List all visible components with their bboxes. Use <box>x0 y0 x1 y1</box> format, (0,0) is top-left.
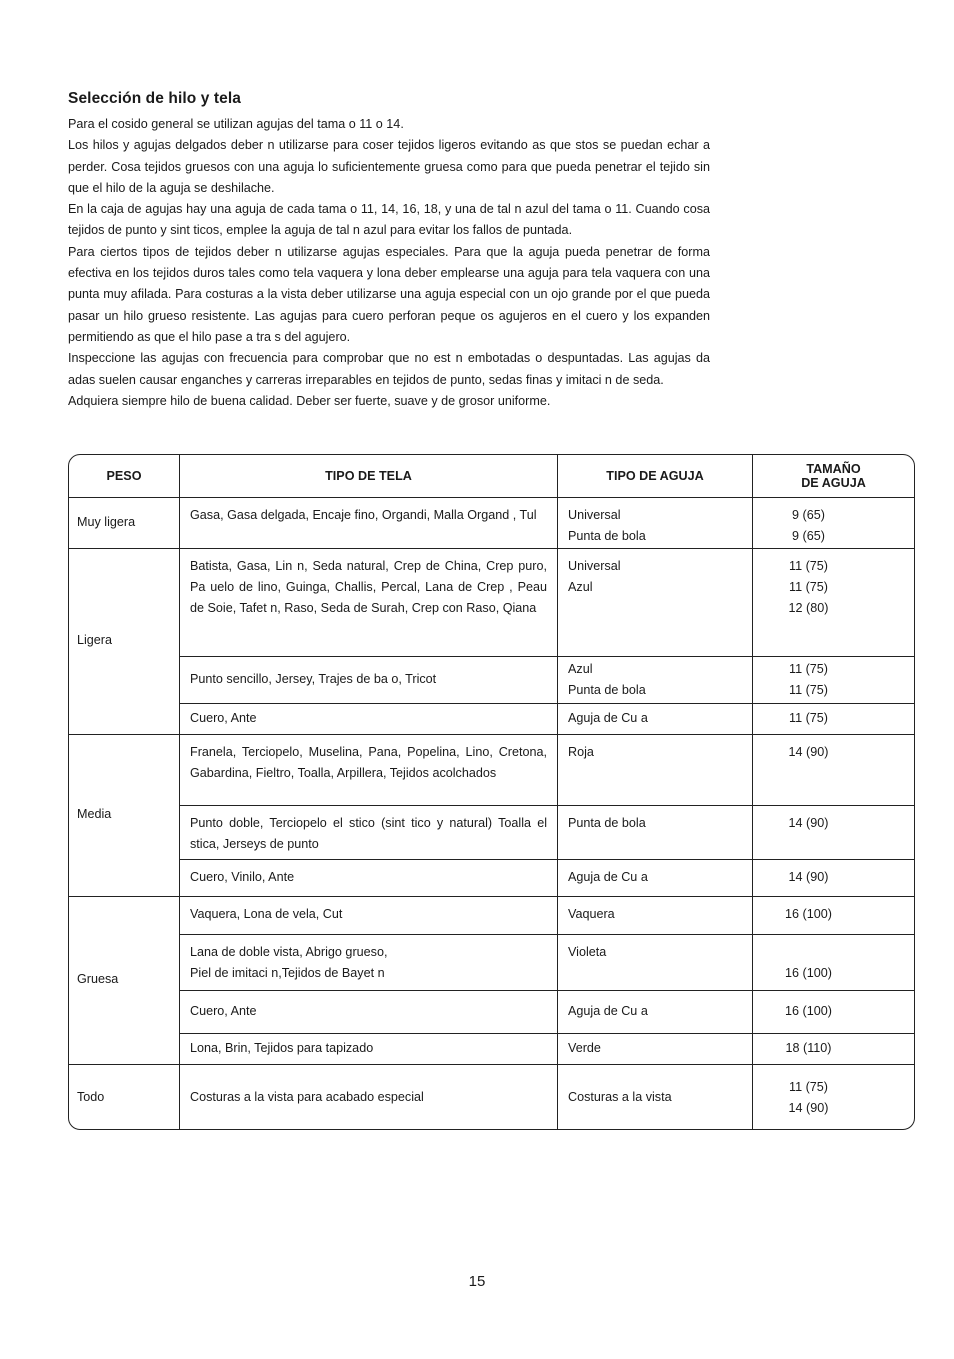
paragraph: Inspeccione las agujas con frecuencia para comprobar que no est n embotadas o despuntadas. Las agujas da adas suelen causar enganches y carreras irreparables en tejidos de punto, sedas finas y imitaci n de seda. <box>68 351 710 387</box>
paragraph: Para ciertos tipos de tejidos deber n utilizarse agujas especiales. Para que la aguja pueda penetrar de forma efectiva en los tejidos duros tales como tela vaquera y lona deber emplearse una aguja para tela vaquera con una punta muy afilada. Para costuras a la vista deber utilizarse una aguja especial con un ojo grande por el que pueda pasar un hilo grueso resistente. Las agujas para cuero perforan peque os agujeros en el cuero y los expanden permitiendo as que el hilo pase a tra s del agujero. <box>68 244 710 344</box>
table-row <box>69 1033 914 1064</box>
weight-cell: Todo <box>69 1064 180 1130</box>
fabric-cell: Cuero, Ante <box>180 990 558 1033</box>
header-tipo-aguja: TIPO DE AGUJA <box>558 455 753 498</box>
table-row <box>69 703 914 734</box>
needle-type: Roja <box>568 744 594 759</box>
size-cell <box>753 934 915 990</box>
needle-size: 14 (90) <box>788 744 829 759</box>
needle-cell <box>558 1064 753 1130</box>
needle-size: 14 (90) <box>788 815 829 830</box>
header-tamano <box>753 455 915 498</box>
table-row <box>69 498 914 549</box>
needle-cell <box>558 498 753 549</box>
weight-cell: Media <box>69 734 180 896</box>
needle-type: Universal <box>568 558 621 573</box>
needle-size: 16 (100) <box>785 1003 832 1018</box>
header-tipo-tela: TIPO DE TELA <box>180 455 558 498</box>
fabric-cell: Cuero, Vinilo, Ante <box>180 859 558 896</box>
size-cell <box>753 703 915 734</box>
needle-size: 12 (80) <box>788 601 829 616</box>
header-tamano-line1: TAMAÑO <box>806 462 861 476</box>
paragraph: En la caja de agujas hay una aguja de cada tama o 11, 14, 16, 18, y una de tal n azul del tama o 11. Cuando cosa tejidos de punto y sint ticos, emplee la aguja de tal n azul para evitar los fallos de puntada. <box>68 202 710 238</box>
table-row <box>69 805 914 859</box>
table-header-row <box>69 455 914 498</box>
needle-cell <box>558 990 753 1033</box>
needle-type: Azul <box>568 579 593 594</box>
fabric-line: Piel de imitaci n,Tejidos de Bayet n <box>190 965 385 980</box>
fabric-cell: Vaquera, Lona de vela, Cut <box>180 896 558 934</box>
needle-cell <box>558 859 753 896</box>
needle-size: 11 (75) <box>789 710 828 725</box>
section-title: Selección de hilo y tela <box>68 90 241 107</box>
size-cell <box>753 734 915 805</box>
weight-cell: Ligera <box>69 548 180 734</box>
needle-size: 16 (100) <box>785 965 832 980</box>
size-cell <box>753 498 915 549</box>
needle-size: 16 (100) <box>785 907 832 922</box>
fabric-cell: Punto sencillo, Jersey, Trajes de ba o, Tricot <box>180 656 558 703</box>
size-cell <box>753 656 915 703</box>
needle-size: 11 (75) <box>789 1079 828 1094</box>
table-row <box>69 734 914 805</box>
thread-fabric-table <box>68 454 915 1130</box>
fabric-cell: Gasa, Gasa delgada, Encaje fino, Organdi, Malla Organd , Tul <box>180 498 558 549</box>
needle-cell <box>558 934 753 990</box>
needle-type: Azul <box>568 661 593 676</box>
fabric-cell: Cuero, Ante <box>180 703 558 734</box>
paragraph: Para el cosido general se utilizan agujas del tama o 11 o 14. <box>68 117 404 131</box>
needle-type: Punta de bola <box>568 815 646 830</box>
needle-size: 14 (90) <box>788 1100 829 1115</box>
needle-type: Universal <box>568 508 621 522</box>
needle-type: Verde <box>568 1040 601 1055</box>
needle-size: 11 (75) <box>789 558 828 573</box>
needle-type: Vaquera <box>568 907 615 922</box>
fabric-cell: Lona, Brin, Tejidos para tapizado <box>180 1033 558 1064</box>
size-cell <box>753 805 915 859</box>
needle-type: Costuras a la vista <box>568 1090 672 1105</box>
weight-cell: Gruesa <box>69 896 180 1064</box>
intro-text <box>68 114 710 412</box>
table-row <box>69 934 914 990</box>
fabric-line: Lana de doble vista, Abrigo grueso, <box>190 944 388 959</box>
size-cell <box>753 859 915 896</box>
needle-size: 18 (110) <box>785 1040 832 1055</box>
needle-size: 11 (75) <box>789 579 828 594</box>
size-cell <box>753 896 915 934</box>
fabric-cell: Franela, Terciopelo, Muselina, Pana, Popelina, Lino, Cretona, Gabardina, Fieltro, Toalla, Arpillera, Tejidos acolchados <box>180 734 558 805</box>
header-peso: PESO <box>69 455 180 498</box>
needle-cell <box>558 703 753 734</box>
size-cell <box>753 1033 915 1064</box>
table-row <box>69 548 914 656</box>
fabric-cell: Punto doble, Terciopelo el stico (sint tico y natural) Toalla el stica, Jerseys de punto <box>180 805 558 859</box>
needle-cell <box>558 1033 753 1064</box>
needle-type: Aguja de Cu a <box>568 869 648 884</box>
size-cell <box>753 1064 915 1130</box>
table-row <box>69 1064 914 1130</box>
table-row <box>69 656 914 703</box>
paragraph: Adquiera siempre hilo de buena calidad. Deber ser fuerte, suave y de grosor uniforme. <box>68 393 551 408</box>
needle-cell <box>558 548 753 656</box>
needle-cell <box>558 896 753 934</box>
header-tamano-line2: DE AGUJA <box>801 476 866 490</box>
table-row <box>69 896 914 934</box>
fabric-cell <box>180 934 558 990</box>
needle-cell <box>558 805 753 859</box>
needle-size: 11 (75) <box>789 661 828 676</box>
size-cell <box>753 990 915 1033</box>
needle-size: 11 (75) <box>789 682 828 697</box>
needle-type: Punta de bola <box>568 529 646 544</box>
needle-size: 9 (65) <box>792 529 825 544</box>
needle-type: Aguja de Cu a <box>568 710 648 725</box>
fabric-cell: Costuras a la vista para acabado especial <box>180 1064 558 1130</box>
needle-cell <box>558 734 753 805</box>
paragraph: Los hilos y agujas delgados deber n utilizarse para coser tejidos ligeros evitando as que stos se puedan echar a perder. Cosa tejidos gruesos con una aguja lo suficientemente gruesa como para que pueda penetrar el tejido sin que el hilo de la aguja se deshilache. <box>68 138 710 195</box>
needle-size: 14 (90) <box>788 869 829 884</box>
needle-type: Punta de bola <box>568 682 646 697</box>
needle-cell <box>558 656 753 703</box>
table-row <box>69 990 914 1033</box>
table-row <box>69 859 914 896</box>
weight-cell: Muy ligera <box>69 498 180 549</box>
needle-type: Violeta <box>568 944 607 959</box>
needle-type: Aguja de Cu a <box>568 1003 648 1018</box>
size-cell <box>753 548 915 656</box>
needle-size: 9 (65) <box>792 508 825 522</box>
page-number: 15 <box>468 1273 486 1290</box>
fabric-cell: Batista, Gasa, Lin n, Seda natural, Crep de China, Crep puro, Pa uelo de lino, Guinga, Challis, Percal, Lana de Crep , Peau de Soie, Tafet n, Raso, Seda de Surah, Crep con Raso, Qiana <box>180 548 558 656</box>
